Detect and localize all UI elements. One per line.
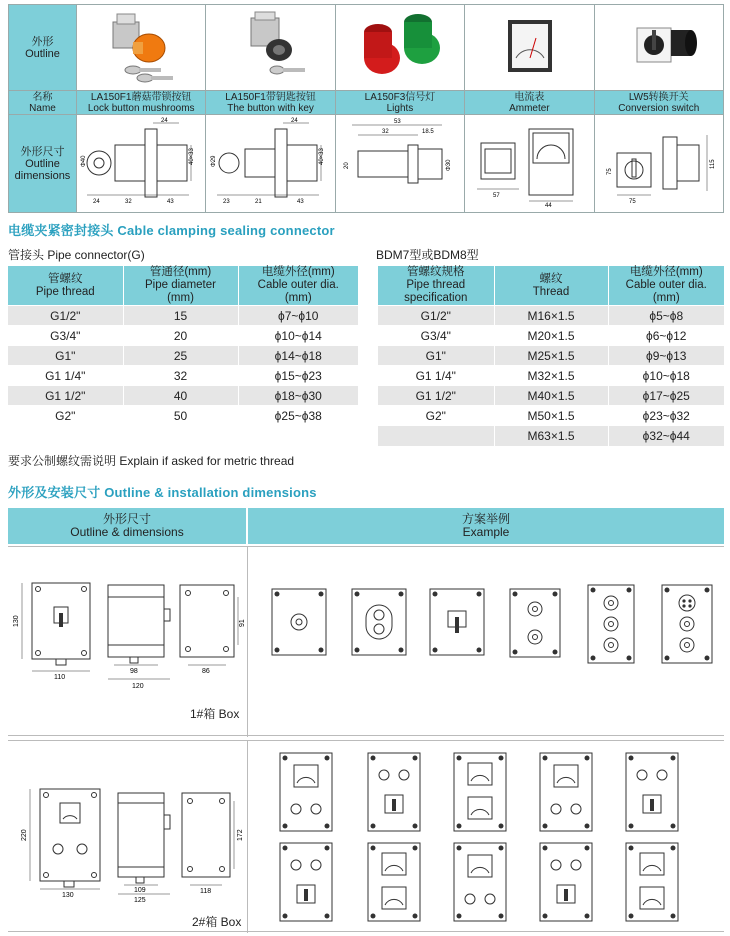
dim-label: 40×33 xyxy=(189,148,196,165)
table-row xyxy=(8,346,358,366)
dim-label: 110 xyxy=(54,674,66,681)
box2-example xyxy=(540,753,592,831)
dim-label: 43 xyxy=(296,199,304,205)
table-cell: G2" xyxy=(8,406,123,426)
dim-label: 24 xyxy=(161,118,168,124)
ammeter-drawing xyxy=(467,115,591,209)
label-en: Name xyxy=(29,102,56,114)
dims-key-button xyxy=(206,115,335,213)
lights-drawing xyxy=(338,115,462,209)
ammeter-image xyxy=(484,6,574,86)
name-en: The button with key xyxy=(227,102,314,114)
table-cell: ϕ15~ϕ23 xyxy=(238,366,358,386)
table-cell: 25 xyxy=(123,346,238,366)
header-cn: 螺纹 xyxy=(539,272,563,285)
box2-example xyxy=(626,753,678,831)
table-cell: ϕ10~ϕ14 xyxy=(238,326,358,346)
dim-label: 130 xyxy=(62,892,74,899)
box2-outline-drawing xyxy=(8,741,246,903)
table-row xyxy=(378,306,724,326)
table-row xyxy=(8,326,358,346)
table-cell: 32 xyxy=(123,366,238,386)
row-label-name xyxy=(9,91,77,115)
table-cell: ϕ10~ϕ18 xyxy=(608,366,724,386)
dim-label: 130 xyxy=(13,615,20,627)
photo-key-button xyxy=(206,5,335,91)
mushroom-button-image xyxy=(91,6,191,86)
table-cell: M25×1.5 xyxy=(494,346,608,366)
box2-area xyxy=(8,740,724,932)
table-row xyxy=(8,406,358,426)
box1-label: 1#箱 Box xyxy=(190,707,240,721)
dim-label: 21 xyxy=(254,199,262,205)
col-cable-dia xyxy=(238,266,358,306)
dim-label: 24 xyxy=(93,199,100,205)
product-table xyxy=(8,4,724,213)
dim-label: 53 xyxy=(393,119,401,125)
example-two-buttons xyxy=(510,589,560,657)
row-label-outline xyxy=(9,5,77,91)
table-cell: M40×1.5 xyxy=(494,386,608,406)
product-name xyxy=(465,91,594,115)
table-cell: ϕ6~ϕ12 xyxy=(608,326,724,346)
header-en: Example xyxy=(462,525,510,539)
box1-area xyxy=(8,546,724,736)
dim-label: 43 xyxy=(167,199,174,205)
table-cell: G1 1/4" xyxy=(8,366,123,386)
box2-example xyxy=(280,753,332,831)
table-cell: ϕ5~ϕ8 xyxy=(608,306,724,326)
dim-label: 220 xyxy=(21,829,28,841)
table-cell: M32×1.5 xyxy=(494,366,608,386)
box2-example xyxy=(626,843,678,921)
name-cn: LW5转换开关 xyxy=(628,91,689,103)
dim-label: 75 xyxy=(628,199,636,205)
table-cell: G1 1/2" xyxy=(8,386,123,406)
label-en: Outline xyxy=(25,157,60,170)
label-cn: 名称 xyxy=(32,91,53,103)
box2-example-grid xyxy=(280,753,678,921)
table-header-row xyxy=(378,266,724,306)
dim-label: 75 xyxy=(606,168,613,175)
photo-lights xyxy=(335,5,464,91)
header-unit: (mm) xyxy=(167,292,194,304)
box2-example xyxy=(454,843,506,921)
switch-drawing xyxy=(597,115,721,209)
table-row xyxy=(378,346,724,366)
bdm-connector-table xyxy=(378,266,724,446)
header-cn: 外形尺寸 xyxy=(102,512,151,526)
header-cn: 管螺纹 xyxy=(48,272,83,285)
name-cn: LA150F1带钥匙按钮 xyxy=(225,91,316,103)
pipe-connector-table xyxy=(8,266,358,426)
header-en: Thread xyxy=(532,285,570,298)
header-example xyxy=(248,508,724,544)
box2-example xyxy=(368,753,420,831)
example-three-lights xyxy=(662,585,712,663)
example-switch xyxy=(430,589,484,655)
header-unit: (mm) xyxy=(284,292,312,304)
signal-lights-image xyxy=(340,6,460,86)
col-pipe-diameter xyxy=(123,266,238,306)
dim-label: Φ30 xyxy=(445,159,452,171)
section-title-cable: 电缆夹紧密封接头 Cable clamping sealing connector xyxy=(8,223,335,238)
box2-label: 2#箱 Box xyxy=(192,915,242,929)
table-header-row xyxy=(8,266,358,306)
box2-example xyxy=(454,753,506,831)
table-cell: ϕ9~ϕ13 xyxy=(608,346,724,366)
dim-label: 125 xyxy=(134,897,146,903)
product-name xyxy=(594,91,723,115)
name-cn: LA150F1蘑菇带锁按钮 xyxy=(90,91,192,103)
dim-label: 23 xyxy=(222,199,230,205)
table-cell: G1/2" xyxy=(378,306,494,326)
table-cell: ϕ17~ϕ25 xyxy=(608,386,724,406)
dims-lock-button xyxy=(77,115,206,213)
col-thread xyxy=(494,266,608,306)
name-en: Lights xyxy=(386,102,414,114)
table-cell: G3/4" xyxy=(8,326,123,346)
box1-outline-drawing xyxy=(8,547,246,697)
metric-note: 要求公制螺纹需说明 Explain if asked for metric thread xyxy=(8,454,295,468)
product-name xyxy=(335,91,464,115)
dims-conversion-switch xyxy=(594,115,723,213)
name-en: Lock button mushrooms xyxy=(87,102,195,114)
table-cell: G1 1/2" xyxy=(378,386,494,406)
box2-examples xyxy=(258,747,724,927)
table-cell: G2" xyxy=(378,406,494,426)
table-cell: M50×1.5 xyxy=(494,406,608,426)
table-row xyxy=(378,326,724,346)
table-cell: ϕ23~ϕ32 xyxy=(608,406,724,426)
dim-label: 18.5 xyxy=(421,129,434,135)
table-cell: ϕ7~ϕ10 xyxy=(238,306,358,326)
dim-label: 57 xyxy=(493,193,501,199)
table-row xyxy=(8,306,358,326)
row-label-dimensions xyxy=(9,115,77,213)
dim-label: Φ29 xyxy=(210,155,217,167)
table-cell: ϕ25~ϕ38 xyxy=(238,406,358,426)
conversion-switch-image xyxy=(609,6,709,86)
label-en: dimensions xyxy=(14,169,71,182)
header-en: Pipe thread xyxy=(35,285,95,298)
box2-example xyxy=(368,843,420,921)
table-cell: ϕ18~ϕ30 xyxy=(238,386,358,406)
header-outline-dimensions xyxy=(8,508,246,544)
example-dual-lights xyxy=(352,589,406,655)
label-en: Outline xyxy=(25,47,60,60)
photo-lock-button xyxy=(77,5,206,91)
dim-label: 120 xyxy=(132,683,144,690)
product-name xyxy=(77,91,206,115)
dim-label: 40×33 xyxy=(318,148,325,165)
bdm-caption: BDM7型或BDM8型 xyxy=(376,248,479,262)
table-cell: 20 xyxy=(123,326,238,346)
box2-example xyxy=(280,843,332,921)
dim-label: 32 xyxy=(381,129,389,135)
header-cn: 方案举例 xyxy=(461,512,510,526)
table-cell: G1 1/4" xyxy=(378,366,494,386)
table-row xyxy=(8,386,358,406)
table-cell: 50 xyxy=(123,406,238,426)
table-cell: G1/2" xyxy=(8,306,123,326)
box2-example xyxy=(540,843,592,921)
dim-label: 20 xyxy=(343,162,350,169)
table-row xyxy=(378,386,724,406)
col-cable-dia xyxy=(608,266,724,306)
table-row xyxy=(378,426,724,446)
dim-label: 86 xyxy=(202,668,210,675)
name-en: Conversion switch xyxy=(618,102,700,114)
table-cell: ϕ32~ϕ44 xyxy=(608,426,724,446)
header-en: Pipe diameter xyxy=(145,279,216,291)
table-cell: M16×1.5 xyxy=(494,306,608,326)
table-row xyxy=(8,366,358,386)
product-name xyxy=(206,91,335,115)
dims-ammeter xyxy=(465,115,594,213)
col-pipe-thread xyxy=(8,266,123,306)
dim-label: 98 xyxy=(130,668,138,675)
dim-label: 115 xyxy=(709,159,716,169)
pipe-caption: 管接头 Pipe connector(G) xyxy=(8,248,145,262)
table-cell: G3/4" xyxy=(378,326,494,346)
header-en: Cable outer dia. xyxy=(257,279,339,291)
table-cell: G1" xyxy=(378,346,494,366)
header-en: Pipe thread xyxy=(406,279,466,291)
dim-label: Φ40 xyxy=(81,155,88,167)
dim-label: 32 xyxy=(125,199,132,205)
table-cell: 15 xyxy=(123,306,238,326)
header-unit: (mm) xyxy=(652,292,680,304)
table-cell: 40 xyxy=(123,386,238,406)
table-cell: M63×1.5 xyxy=(494,426,608,446)
table-cell: M20×1.5 xyxy=(494,326,608,346)
header-cn: 管螺纹规格 xyxy=(407,266,465,278)
photo-ammeter xyxy=(465,5,594,91)
table-cell: ϕ14~ϕ18 xyxy=(238,346,358,366)
table-row xyxy=(378,366,724,386)
table-cell: G1" xyxy=(8,346,123,366)
dim-label: 44 xyxy=(545,203,553,209)
dim-label: 91 xyxy=(239,619,246,627)
name-cn: 电流表 xyxy=(514,91,545,103)
label-cn: 外形 xyxy=(31,35,54,48)
dim-label: 24 xyxy=(290,118,298,124)
header-en: Outline & dimensions xyxy=(70,525,184,539)
dim-label: 118 xyxy=(200,888,212,895)
header-cn: 电缆外径(mm) xyxy=(261,266,335,278)
dim-label: 109 xyxy=(134,887,146,894)
col-pipe-thread-spec xyxy=(378,266,494,306)
box1-examples xyxy=(258,577,724,677)
lock-button-drawing xyxy=(79,115,203,209)
table-cell xyxy=(378,426,494,446)
table-row xyxy=(378,406,724,426)
example-three-buttons xyxy=(588,585,634,663)
dims-lights xyxy=(335,115,464,213)
dim-label: 172 xyxy=(237,829,244,841)
key-button-image xyxy=(221,6,321,86)
name-cn: LA150F3信号灯 xyxy=(364,91,436,103)
header-cn: 管通径(mm) xyxy=(149,266,212,278)
header-en: specification xyxy=(404,292,468,304)
header-en: Cable outer dia. xyxy=(625,279,707,291)
photo-conversion-switch xyxy=(594,5,723,91)
section-title-outline: 外形及安装尺寸 Outline & installation dimensions xyxy=(8,485,317,500)
example-single-button xyxy=(272,589,326,655)
label-cn: 外形尺寸 xyxy=(20,145,65,158)
key-button-drawing xyxy=(209,115,333,209)
outline-header xyxy=(8,508,724,544)
header-cn: 电缆外径(mm) xyxy=(629,266,703,278)
name-en: Ammeter xyxy=(509,102,550,114)
